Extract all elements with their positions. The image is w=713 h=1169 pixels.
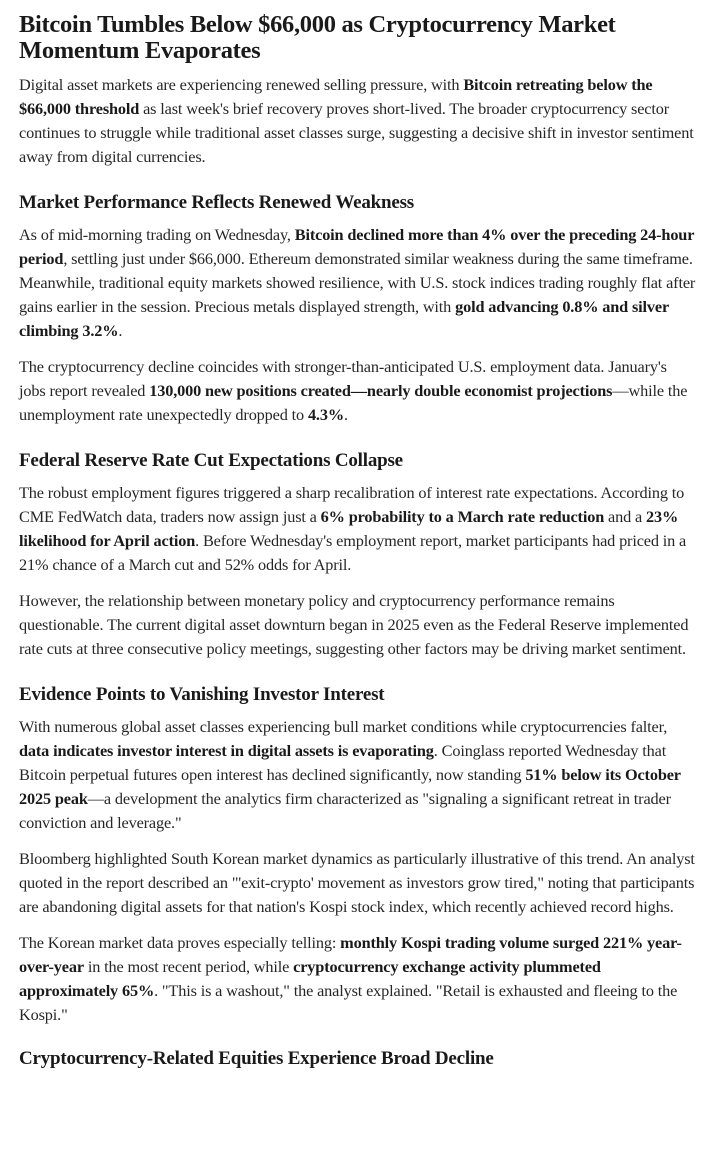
paragraph: Bloomberg highlighted South Korean market dynamics as particularly illustrative of this trend. An analyst quoted in the report described an "'exit-crypto' movement as investors grow tired," noting that participants are abandoning digital assets for that nation's Kospi stock index, which recently achieved record highs. bbox=[19, 849, 695, 916]
section-heading: Federal Reserve Rate Cut Expectations Collapse bbox=[19, 450, 403, 471]
paragraph: The Korean market data proves especially telling: monthly Kospi trading volume surged 221% year-over-year in the most recent period, while cryptocurrency exchange activity plummeted approximately 65%. "This is a washout," the analyst explained. "Retail is exhausted and fleeing to the Kospi." bbox=[19, 933, 682, 1024]
section-market-performance bbox=[19, 191, 697, 427]
emphasis-text: Bitcoin retreating below the $66,000 threshold bbox=[19, 75, 653, 118]
section-investor-interest bbox=[19, 683, 697, 1027]
paragraph: With numerous global asset classes experiencing bull market conditions while cryptocurrencies falter, data indicates investor interest in digital assets is evaporating. Coinglass reported Wednesday that Bitcoin perpetual futures open interest has declined significantly, now standing 51% below its October 2025 peak—a development the analytics firm characterized as "signaling a significant retreat in trader conviction and leverage." bbox=[19, 717, 681, 832]
section-heading: Market Performance Reflects Renewed Weakness bbox=[19, 192, 415, 213]
next-section-heading: Cryptocurrency-Related Equities Experience Broad Decline bbox=[19, 1048, 494, 1069]
emphasis-text: 6% probability to a March rate reduction bbox=[320, 507, 605, 526]
section-heading: Evidence Points to Vanishing Investor Interest bbox=[19, 684, 385, 705]
paragraph: As of mid-morning trading on Wednesday, Bitcoin declined more than 4% over the preceding 24-hour period, settling just under $66,000. Ethereum demonstrated similar weakness during the same timeframe. Meanwhile, traditional equity markets showed resilience, with U.S. stock indices trading roughly flat after gains earlier in the session. Precious metals displayed strength, with gold advancing 0.8% and silver climbing 3.2%. bbox=[19, 225, 696, 340]
emphasis-text: 51% below its October 2025 peak bbox=[19, 765, 681, 808]
section-fed-rate-cut bbox=[19, 449, 697, 661]
emphasis-text: monthly Kospi trading volume surged 221% year-over-year bbox=[19, 933, 682, 976]
emphasis-text: 4.3% bbox=[307, 405, 344, 424]
emphasis-text: cryptocurrency exchange activity plummeted approximately 65% bbox=[19, 957, 601, 1000]
emphasis-text: data indicates investor interest in digital assets is evaporating bbox=[19, 741, 434, 760]
emphasis-text: gold advancing 0.8% and silver climbing 3.2% bbox=[19, 297, 669, 340]
paragraph: The cryptocurrency decline coincides with stronger-than-anticipated U.S. employment data. January's jobs report revealed 130,000 new positions created—nearly double economist projections—while the unemployment rate unexpectedly dropped to 4.3%. bbox=[19, 357, 688, 424]
paragraph: The robust employment figures triggered a sharp recalibration of interest rate expectations. According to CME FedWatch data, traders now assign just a 6% probability to a March rate reduction and a 23% likelihood for April action. Before Wednesday's employment report, market participants had priced in a 21% chance of a March cut and 52% odds for April. bbox=[19, 483, 687, 574]
emphasis-text: 130,000 new positions created—nearly double economist projections bbox=[149, 381, 613, 400]
intro-paragraph: Digital asset markets are experiencing renewed selling pressure, with Bitcoin retreating below the $66,000 threshold as last week's brief recovery proves short-lived. The broader cryptocurrency sector continues to struggle while traditional asset classes surge, suggesting a decisive shift in investor sentiment away from digital currencies. bbox=[19, 75, 694, 166]
emphasis-text: 23% likelihood for April action bbox=[19, 507, 679, 550]
article-title: Bitcoin Tumbles Below $66,000 as Cryptocurrency Market Momentum Evaporates bbox=[19, 11, 616, 64]
emphasis-text: Bitcoin declined more than 4% over the preceding 24-hour period bbox=[19, 225, 694, 268]
paragraph: However, the relationship between monetary policy and cryptocurrency performance remains questionable. The current digital asset downturn began in 2025 even as the Federal Reserve implemented rate cuts at three consecutive policy meetings, suggesting other factors may be driving market sentiment. bbox=[19, 591, 689, 658]
